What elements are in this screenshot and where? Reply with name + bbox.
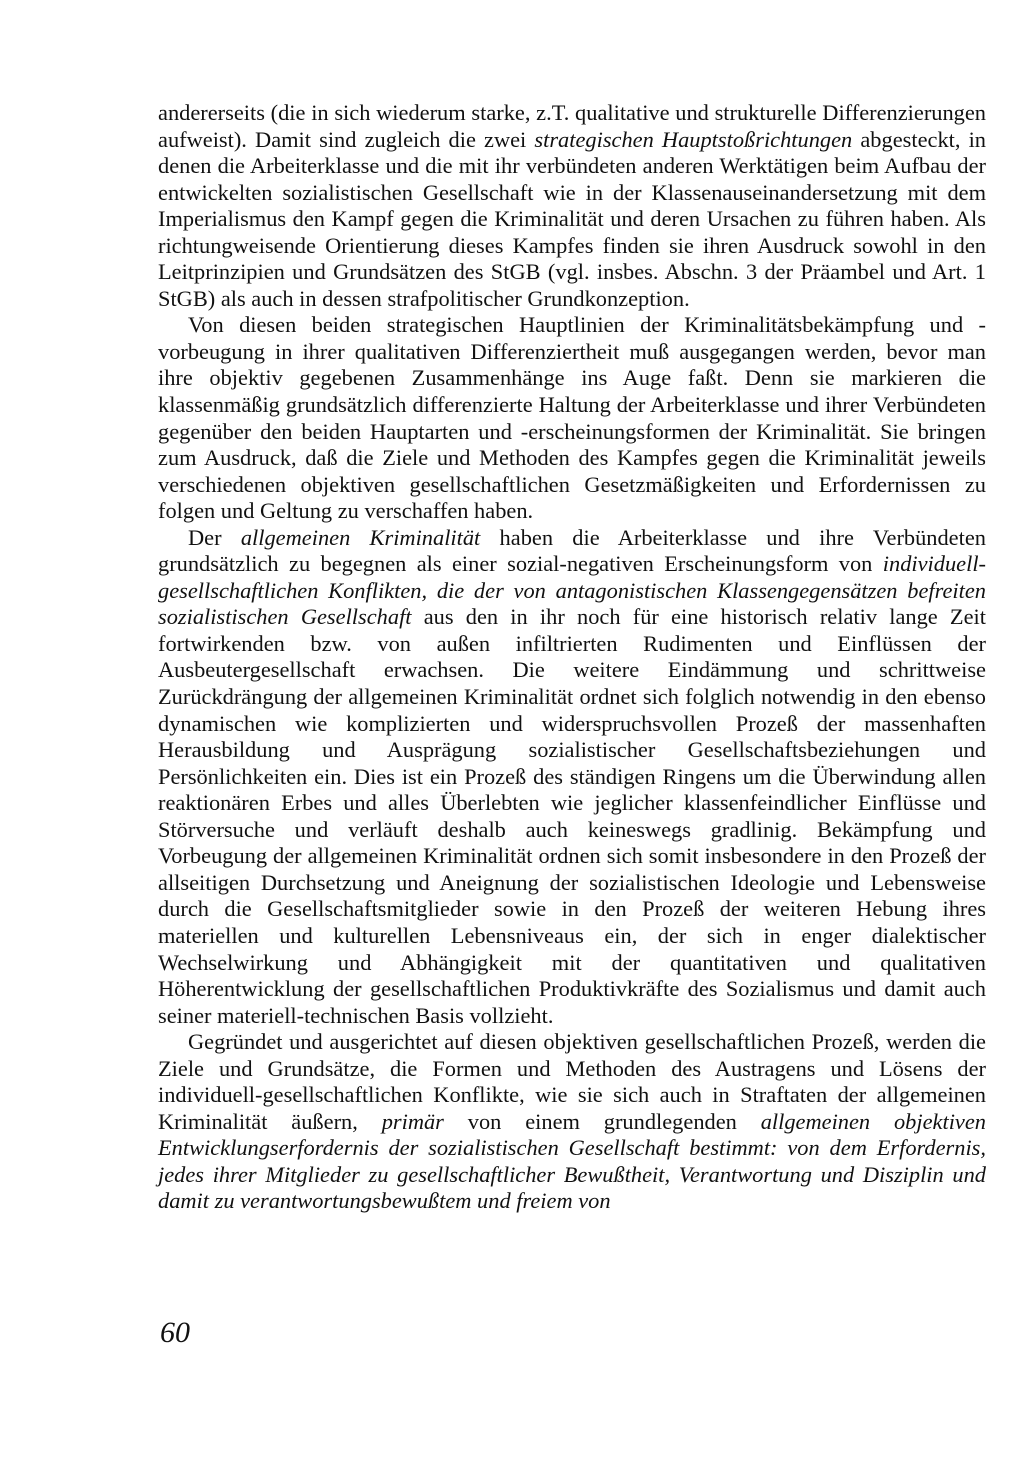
text-segment: andererseits (die in sich wiederum starke, z.T. qualitative und strukturelle Differenzierungen aufweist). Damit sind zugleich die zwei <box>158 100 986 152</box>
text-segment: abgesteckt, in denen die Arbeiterklasse und die mit ihr verbündeten anderen Werktätigen beim Aufbau der entwickelten sozialistischen Gesellschaft wie in der Klassenauseinandersetzung mit dem Imperialismus den Kampf gegen die Kriminalität und deren Ursachen zu führen haben. Als richtungweisende Orientierung dieses Kampfes finden sie ihren Ausdruck sowohl in den Leitprinzipien und Grundsätzen des StGB (vgl. insbes. Abschn. 3 der Präambel und Art. 1 StGB) als auch in dessen strafpolitischer Grundkonzeption. <box>158 126 987 311</box>
paragraph <box>158 525 986 1029</box>
text-segment: aus den in ihr noch für eine historisch relativ lange Zeit fortwirkenden bzw. von außen infiltrierten Rudimenten und Einflüssen der Ausbeutergesellschaft erwachsen. Die weitere Eindämmung und schrittweise Zurückdrängung der allgemeinen Kriminalität ordnet sich folglich notwendig in den ebenso dynamischen wie komplizierten und widerspruchsvollen Prozeß der massenhaften Herausbildung und Ausprägung sozialistischer Gesellschaftsbeziehungen und Persönlichkeiten ein. Dies ist ein Prozeß des ständigen Ringens um die Überwindung allen reaktionären Erbes und alles Überlebten wie jeglicher klassenfeindlicher Einflüsse und Störversuche und verläuft deshalb auch keineswegs gradlinig. Bekämpfung und Vorbeugung der allgemeinen Kriminalität ordnen sich somit insbesondere in den Prozeß der allseitigen Durchsetzung und Aneignung der sozialistischen Ideologie und Lebensweise durch die Gesellschaftsmitglieder sowie in den Prozeß der weiteren Hebung ihres materiellen und kulturellen Lebensniveaus ein, der sich in enger dialektischer Wechselwirkung und Abhängigkeit mit der quantitativen und qualitativen Höherentwicklung der gesellschaftlichen Produktivkräfte des Sozialismus und damit auch seiner materiell-technischen Basis vollzieht. <box>158 604 986 1028</box>
paragraph <box>158 1029 986 1215</box>
emphasized-text: primär <box>381 1108 444 1134</box>
text-segment: von einem grundlegenden <box>443 1108 761 1134</box>
emphasized-text: individuell-gesellschaftlichen Konflikten, die der von antagonistischen Klassengegensätzen befreiten sozialistischen Gesellschaft <box>158 551 986 630</box>
body-text <box>158 100 986 1215</box>
page-number: 60 <box>160 1316 190 1349</box>
text-segment: haben die Arbeiterklasse und ihre Verbündeten grundsätzlich zu begegnen als einer sozial-negativen Erscheinungsform von <box>158 524 986 577</box>
text-segment: Von diesen beiden strategischen Hauptlinien der Kriminalitätsbekämpfung und -vorbeugung in ihrer qualitativen Differenziertheit muß ausgegangen werden, bevor man ihre objektiv gegebenen Zusammenhänge ins Auge faßt. Denn sie markieren die klassenmäßig grundsätzlich differenzierte Haltung der Arbeiterklasse und ihrer Verbündeten gegenüber den beiden Hauptarten und -erscheinungsformen der Kriminalität. Sie bringen zum Ausdruck, daß die Ziele und Methoden des Kampfes gegen die Kriminalität jeweils verschiedenen objektiven gesellschaftlichen Gesetzmäßigkeiten und Erfordernissen zu folgen und Geltung zu verschaffen haben. <box>158 312 986 524</box>
paragraph <box>158 312 986 524</box>
emphasized-text: allgemeinen objektiven Entwicklungserfordernis der sozialistischen Gesellschaft bestimmt: von dem Erfordernis, jedes ihrer Mitglieder zu gesellschaftlicher Bewußtheit, Verantwortung und Disziplin und damit zu verantwortungsbewußtem und freiem von <box>158 1108 986 1214</box>
emphasized-text: strategischen Hauptstoßrichtungen <box>534 126 853 152</box>
emphasized-text: allgemeinen Kriminalität <box>240 524 481 550</box>
paragraph <box>158 100 986 312</box>
text-segment: Gegründet und ausgerichtet auf diesen objektiven gesellschaftlichen Prozeß, werden die Ziele und Grundsätze, die Formen und Methoden des Austragens und Lösens der individuell-gesellschaftlichen Konflikte, wie sie sich auch in Straftaten der allgemeinen Kriminalität äußern, <box>158 1029 986 1134</box>
text-segment: Der <box>188 524 241 550</box>
